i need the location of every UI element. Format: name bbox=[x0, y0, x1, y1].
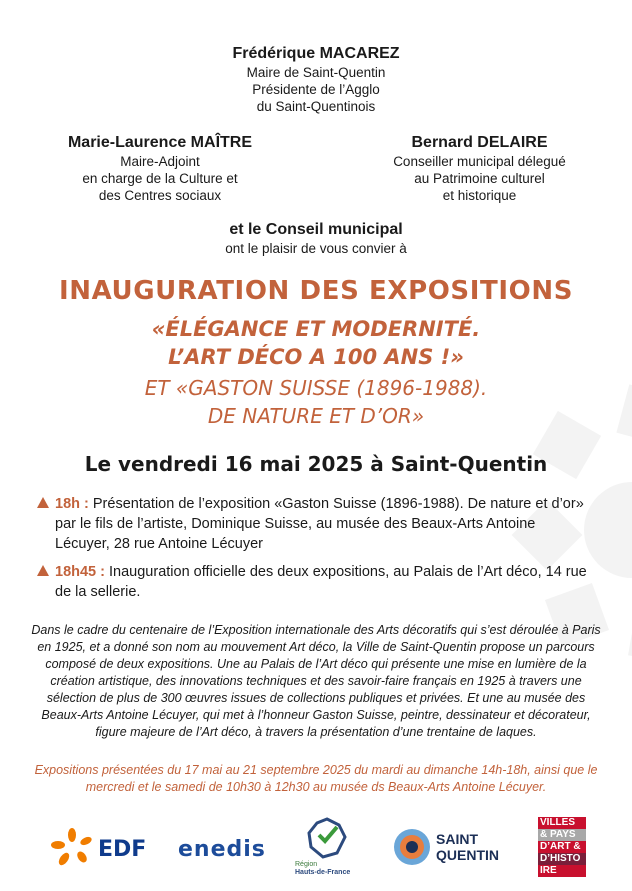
triangle-bullet-icon bbox=[37, 497, 49, 508]
host-left-name: Marie-Laurence MAÎTRE bbox=[67, 134, 253, 151]
host-left-role-1: Maire-Adjoint bbox=[120, 154, 200, 169]
region-hauts-de-france-logo bbox=[295, 817, 365, 885]
villes-label-3: D’ART & bbox=[538, 841, 586, 853]
host-main-role-1: Maire de Saint-Quentin bbox=[246, 65, 386, 80]
saint-quentin-label-1: SAINT bbox=[436, 831, 478, 847]
host-left-role-2: en charge de la Culture et bbox=[82, 171, 238, 186]
program-item bbox=[55, 494, 592, 554]
villes-label-2: & PAYS bbox=[538, 829, 586, 841]
triangle-bullet-icon bbox=[37, 565, 49, 576]
description: Dans le cadre du centenaire de l’Exposition internationale des Arts décoratifs qui s’est déroulée à Paris en 1925, et a donné son nom au mouvement Art déco, la Ville de Saint-Quentin propose un parcours composé de deux expositions. Une au Palais de l’Art déco qui présente une mise en lumière de la création artistique, des innovations techniques et des savoir-faire français en 1925 à travers une sélection de plus de 300 œuvres issues de collections publiques et privées. Et une au musée des Beaux-Arts Antoine Lécuyer, qui met à l’honneur Gaston Suisse, peintre, dessinateur et décorateur, figure majeure de l’Art déco, à travers la présentation d’une trentaine de laques. bbox=[31, 623, 601, 739]
enedis-logo: enedis bbox=[178, 837, 266, 862]
host-right bbox=[357, 133, 602, 204]
subtitle-normal-line-2: DE NATURE ET D’OR» bbox=[207, 404, 425, 428]
council bbox=[0, 220, 632, 257]
event-date: Le vendredi 16 mai 2025 à Saint-Quentin bbox=[84, 452, 548, 476]
program-time: 18h45 : bbox=[55, 564, 105, 580]
villes-label-4: D’HISTO bbox=[538, 853, 586, 865]
villes-label-1: VILLES bbox=[538, 817, 586, 829]
program-item bbox=[55, 562, 592, 602]
event-subtitle-bold bbox=[0, 315, 632, 371]
council-line: ont le plaisir de vous convier à bbox=[225, 241, 407, 256]
program-text: Présentation de l’exposition «Gaston Suisse (1896-1988). De nature et d’or» par le fils de l’artiste, Dominique Suisse, au musée des Beaux-Arts Antoine Lécuyer, 28 rue Antoine Lécuyer bbox=[55, 496, 584, 552]
villes-et-pays-art-histoire-logo bbox=[538, 817, 586, 879]
host-right-name: Bernard DELAIRE bbox=[411, 134, 548, 151]
saint-quentin-rosette-icon bbox=[392, 827, 432, 867]
program-time: 18h : bbox=[55, 496, 89, 512]
host-left bbox=[40, 133, 280, 204]
host-right-role-3: et historique bbox=[442, 188, 517, 203]
host-right-role-1: Conseiller municipal délegué bbox=[393, 154, 566, 169]
region-label-2: Hauts-de-France bbox=[295, 869, 351, 876]
host-main bbox=[0, 44, 632, 115]
host-left-role-3: des Centres sociaux bbox=[98, 188, 222, 203]
saint-quentin-logo bbox=[392, 825, 522, 869]
program-text: Inauguration officielle des deux expositions, au Palais de l’Art déco, 14 rue de la sellerie. bbox=[55, 564, 587, 600]
sponsor-logos bbox=[0, 815, 632, 885]
edf-flower-icon bbox=[50, 827, 96, 867]
event-subtitle-normal bbox=[0, 374, 632, 430]
saint-quentin-label-2: QUENTIN bbox=[436, 847, 499, 863]
edf-logo bbox=[50, 827, 150, 867]
dates-note: Expositions présentées du 17 mai au 21 septembre 2025 du mardi au dimanche 14h-18h, ainsi que le mercredi et le samedi de 10h30 à 12h30 au musée ds Beaux-Arts Antoine Lécuyer. bbox=[34, 763, 598, 794]
council-name: et le Conseil municipal bbox=[229, 221, 403, 238]
subtitle-bold-line-1: «ÉLÉGANCE ET MODERNITÉ. bbox=[151, 317, 481, 341]
host-main-name: Frédérique MACAREZ bbox=[232, 45, 400, 62]
france-map-icon bbox=[307, 817, 347, 859]
subtitle-normal-line-1: ET «GASTON SUISSE (1896-1988). bbox=[144, 376, 488, 400]
host-main-role-3: du Saint-Quentinois bbox=[256, 99, 376, 114]
host-right-role-2: au Patrimoine culturel bbox=[414, 171, 545, 186]
subtitle-bold-line-2: L’ART DÉCO A 100 ANS !» bbox=[168, 345, 464, 369]
villes-label-5: IRE bbox=[538, 865, 586, 877]
edf-logo-text: EDF bbox=[98, 837, 147, 862]
region-label-1: Région bbox=[295, 861, 318, 868]
event-title: INAUGURATION DES EXPOSITIONS bbox=[58, 276, 574, 306]
host-main-role-2: Présidente de l’Agglo bbox=[252, 82, 380, 97]
